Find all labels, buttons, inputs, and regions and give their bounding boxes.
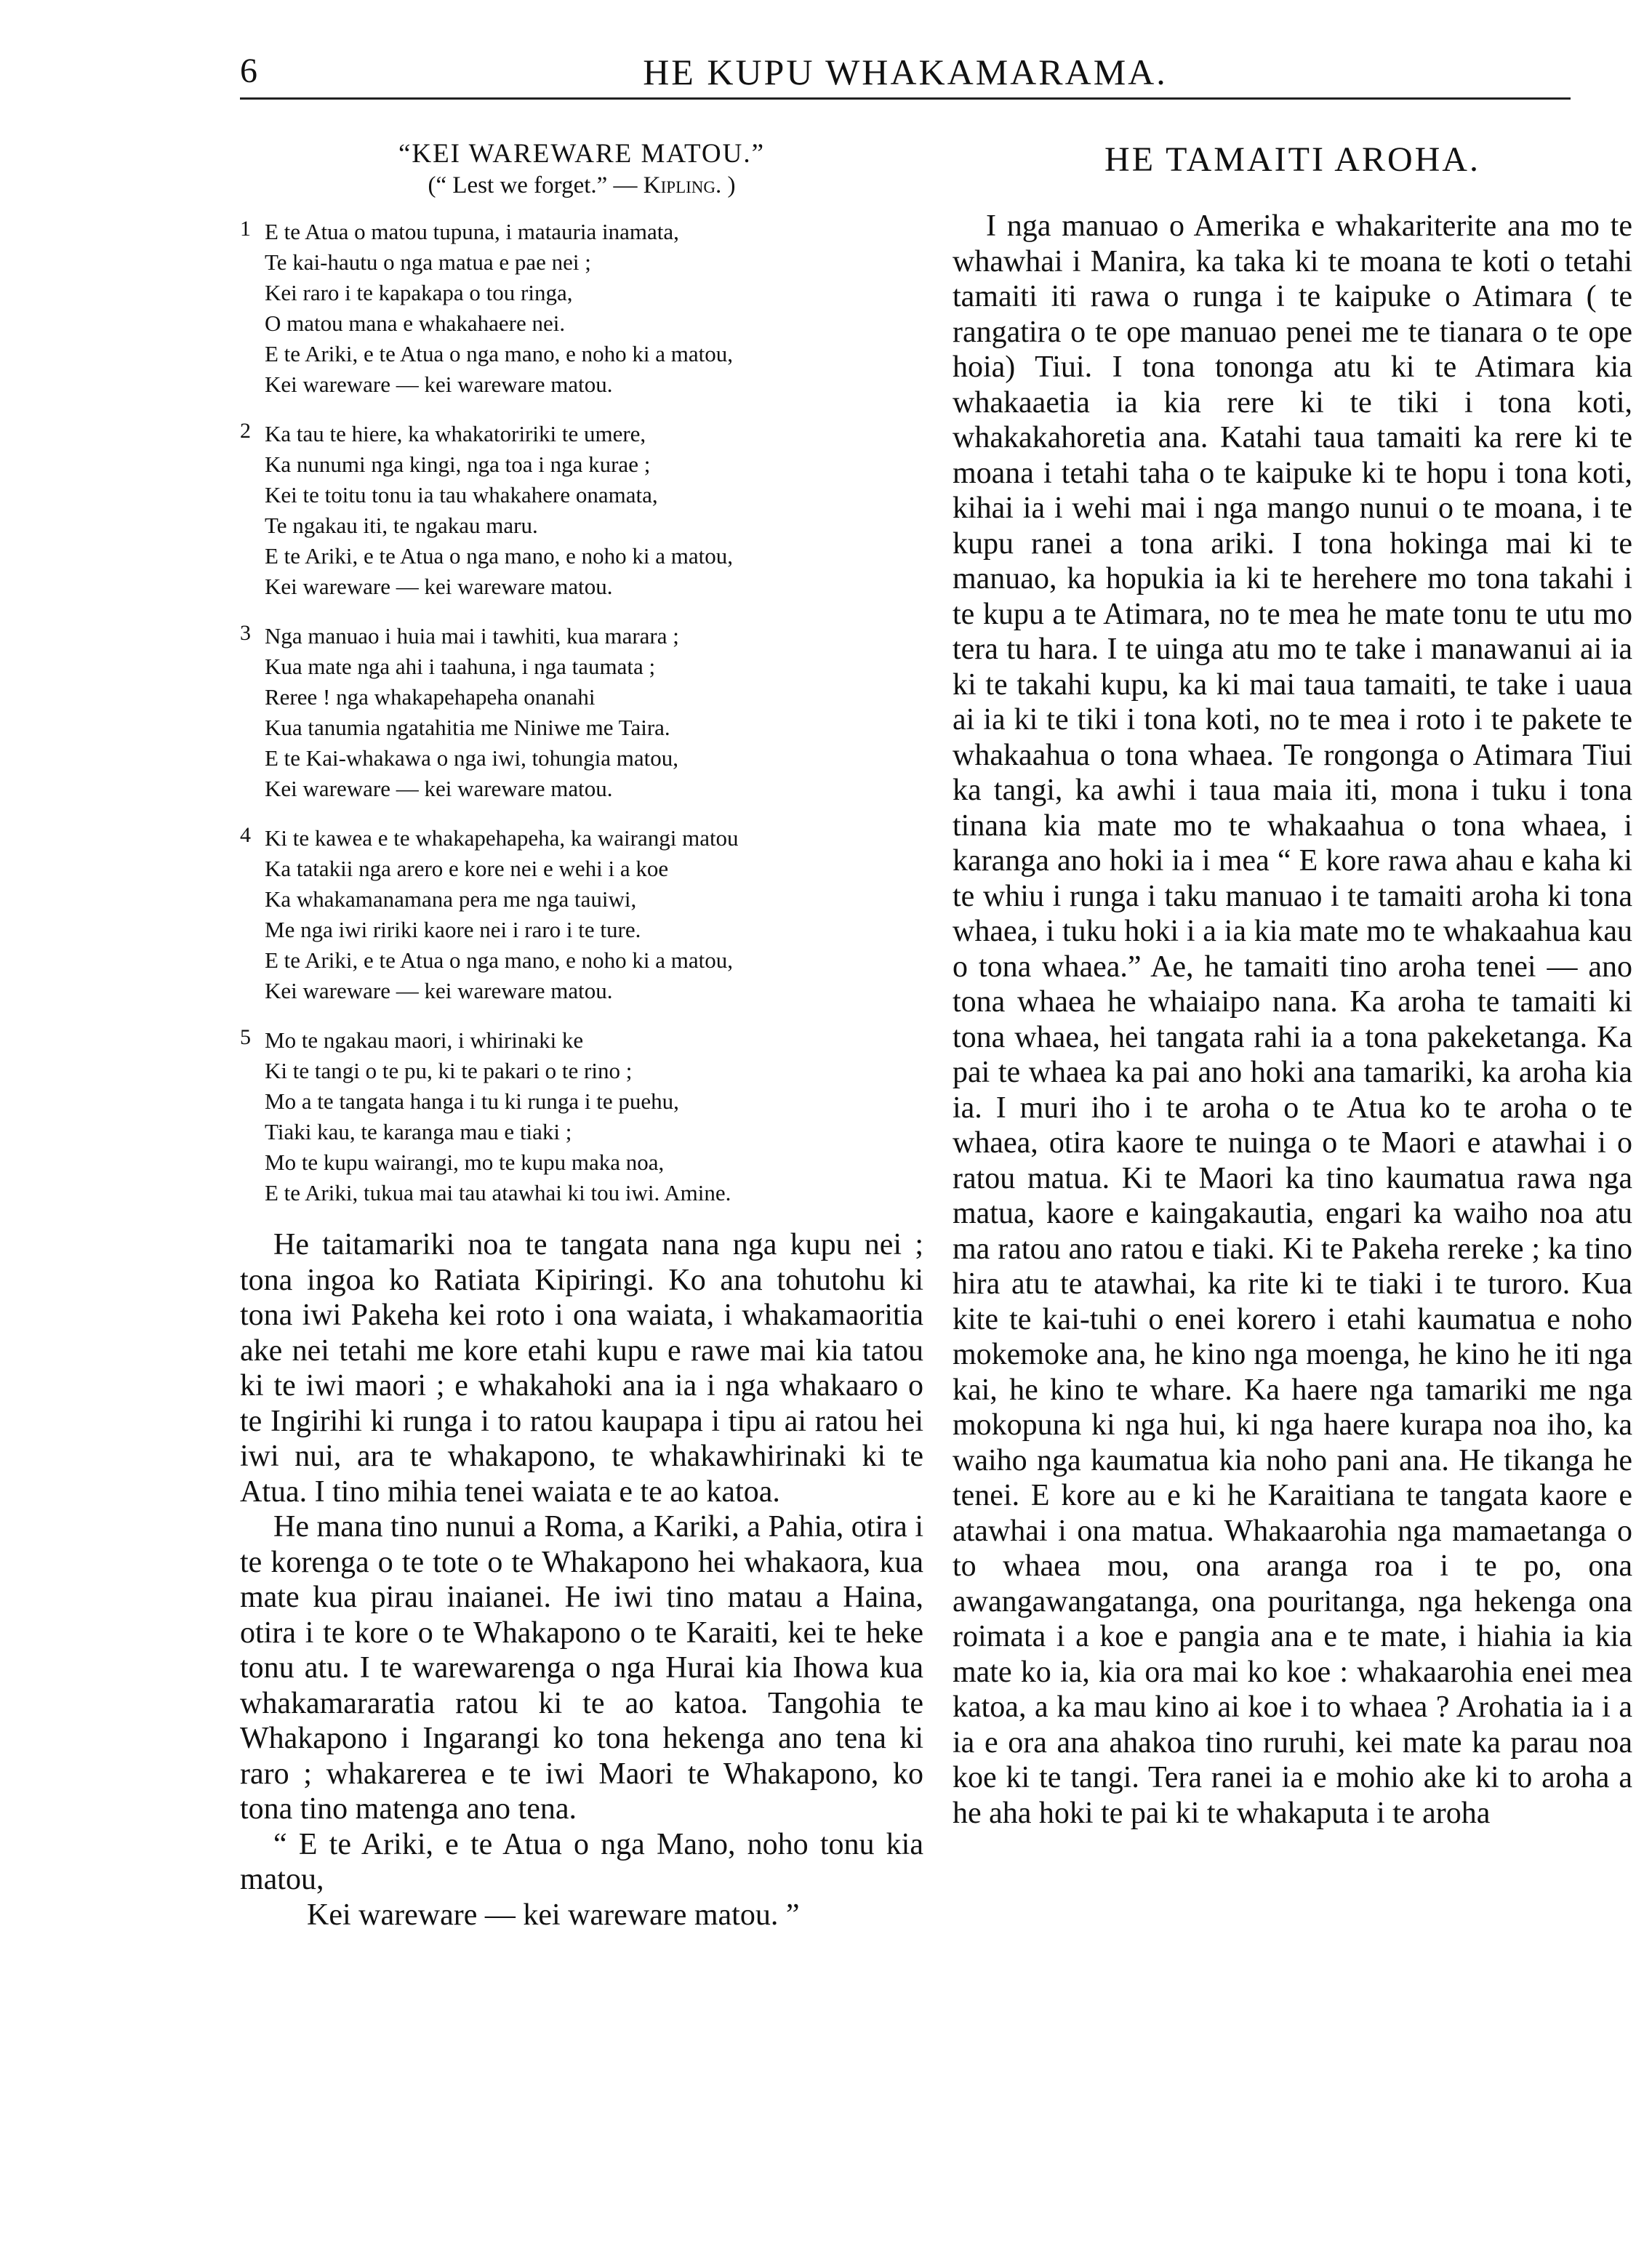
verse-line: Kei raro i te kapakapa o tou ringa, bbox=[265, 280, 573, 305]
page-header bbox=[240, 51, 1571, 102]
stanza-number: 2 bbox=[240, 419, 251, 443]
verse-line: Kei wareware — kei wareware matou. bbox=[265, 776, 613, 801]
verse-line: Ki te tangi o te pu, ki te pakari o te rino ; bbox=[265, 1058, 633, 1083]
poem-stanza bbox=[240, 419, 923, 602]
subtitle-post: . ) bbox=[715, 172, 736, 198]
left-paragraph-2: He mana tino nunui a Roma, a Kariki, a Pahia, otira i te korenga o te tote o te Whakapono hei whakaora, kua mate kua pirau inaianei. He iwi tino matau a Haina, otira i te kore o te Whakapono o te Karaiti, kei te heke tonu atu. I te warewarenga o nga Hurai kia Ihowa kua whakamararatia ratou ki te ao katoa. Tangohia te Whakapono i Ingarangi ko tona hekenga ano tena ki raro ; whakarerea e te iwi Maori te Whakapono, ko tona tino matenga ano tena. bbox=[240, 1510, 923, 1826]
verse-line: Ka tau te hiere, ka whakatoririki te umere, bbox=[265, 421, 646, 446]
right-column bbox=[953, 131, 1632, 1831]
verse-line: O matou mana e whakahaere nei. bbox=[265, 310, 566, 336]
verse-line: Mo te ngakau maori, i whirinaki ke bbox=[265, 1027, 584, 1053]
closing-quote-line-2: Kei wareware — kei wareware matou. ” bbox=[307, 1898, 800, 1932]
verse-line: Kei wareware — kei wareware matou. bbox=[265, 978, 613, 1003]
verse-line: E te Kai-whakawa o nga iwi, tohungia matou, bbox=[265, 745, 679, 771]
poem-stanzas bbox=[240, 217, 923, 1208]
verse-line: Tiaki kau, te karanga mau e tiaki ; bbox=[265, 1119, 572, 1144]
stanza-number: 4 bbox=[240, 823, 251, 847]
right-paragraph: I nga manuao o Amerika e whakariterite ana mo te whawhai i Manira, ka taka ki te moana te koti o tetahi tamaiti iti rawa o runga i te kaipuke o Atimara ( te rangatira o te ope manuao penei me te tianara o te ope hoia) Tiui. I tona tononga atu ki te Atimara kia whakaaetia ia kia rere ki te tiki i tona koti, whakakahoretia ana. Katahi taua tamaiti ka rere ki te moana i tetahi taha o te kaipuke ki te hopu i tona koti, kihai ia i wehi mai i nga mango nunui o te moana, i te kupu ranei a tona ariki. I tona hokinga mai ki te manuao, ka hopukia ia ki te herehere mo tona takahi i te kupu a te Atimara, no te mea he mate tonu te utu mo tera tu hara. I te uinga atu mo te take i manawanui ai ia ki te takahi kupu, ka ki mai taua tamaiti, te take i uaua ai ia ki te tiki i tona koti, no te mea i roto i te pakete te whakaahua o tona whaea. Te rongonga o Atimara Tiui ka tangi, ka awhi i taua maia iti, mona i tuku i tona tinana kia mate mo te whakaahua o tona whaea, i karanga ano hoki ia i mea “ E kore rawa ahau e kaha ki te whiu i runga i taku manuao i te tamaiti aroha ki tona whaea, i tuku hoki i a ia kia mate mo te whakaahua kau o tona whaea.” Ae, he tamaiti tino aroha tenei — ano tona whaea he whaiaipo nana. Ka aroha te tamaiti ki tona whaea, hei tangata rahi ia a tona pakeketanga. Ka pai te whaea ka pai ano hoki ana tamariki, ka aroha kia ia. I muri iho i te aroha o te Atua ko te aroha o te whaea, otira kaore te nuinga o te Maori e atawhai i o ratou matua. Ki te Maori ka tino kaumatua rawa nga matua, kaore e kaingakautia, engari ka waiho noa atu ma ratou ano ratou e tiaki. Ki te Pakeha rereke ; ka tino hira atu te atawhai, ka rite ki te tiaki i te turoro. Kua kite te kai-tuhi o enei korero i etahi kaumatua e noho mokemoke ana, he kino nga moenga, he kino he iti nga kai, he kino te whare. Ka haere nga tamariki me nga mokopuna ki nga hui, ki nga haere kurapa noa iho, ka waiho nga kaumatua kia noho pani ana. He tikanga he tenei. E kore au e ki he Karaitiana te tangata kaore e atawhai i ona matua. Whakaarohia nga mamaetanga o to whaea mou, ona aranga roa i te po, ona awangawangatanga, ona pouritanga, nga hekenga ona roimata i a koe e pangia ana e te mate, i hiahia ia kia mate ko ia, kia ora mai ko koe : whakaarohia enei mea katoa, a ka mau kino ai koe i to whaea ? Arohatia ia i a ia e ora ana ahakoa tino ruruhi, kei mate ka parau noa koe ki te tangi. Tera ranei ia e mohio ake ki to aroha a he aha hoki te pai ki te whakaputa i te aroha bbox=[953, 209, 1632, 1830]
verse-line: E te Ariki, e te Atua o nga mano, e noho ki a matou, bbox=[265, 543, 733, 569]
verse-line: Me nga iwi ririki kaore nei i raro i te ture. bbox=[265, 917, 641, 942]
stanza-number: 5 bbox=[240, 1025, 251, 1049]
verse-line: Kua mate nga ahi i taahuna, i nga taumata ; bbox=[265, 654, 656, 679]
verse-line: Nga manuao i huia mai i tawhiti, kua marara ; bbox=[265, 623, 679, 649]
verse-line: Kua tanumia ngatahitia me Niniwe me Taira. bbox=[265, 715, 670, 740]
verse-line: Reree ! nga whakapehapeha onanahi bbox=[265, 684, 596, 710]
verse-line: E te Ariki, tukua mai tau atawhai ki tou iwi. Amine. bbox=[265, 1180, 731, 1205]
subtitle-pre: (“ Lest we forget.” — bbox=[428, 172, 643, 198]
subtitle-author: Kipling bbox=[643, 172, 715, 198]
poem-title: “KEI WAREWARE MATOU.” bbox=[398, 139, 766, 169]
verse-line: E te Ariki, e te Atua o nga mano, e noho ki a matou, bbox=[265, 947, 733, 973]
verse-line: Kei wareware — kei wareware matou. bbox=[265, 574, 613, 599]
verse-line: Te kai-hautu o nga matua e pae nei ; bbox=[265, 249, 591, 275]
closing-quote-line-1: “ E te Ariki, e te Atua o nga Mano, noho tonu kia matou, bbox=[240, 1827, 923, 1896]
running-head: HE KUPU WHAKAMARAMA. bbox=[643, 52, 1168, 92]
left-prose bbox=[240, 1227, 923, 1933]
verse-line: Ka whakamanamana pera me nga tauiwi, bbox=[265, 886, 637, 912]
poem-stanza bbox=[240, 823, 923, 1006]
left-paragraph-1: He taitamariki noa te tangata nana nga kupu nei ; tona ingoa ko Ratiata Kipiringi. Ko ana tohutohu ki tona iwi Pakeha kei roto i ona waiata, i whakamaoritia ake nei tetahi me kore etahi kupu e rawe mai kia tatou ki te iwi maori ; e whakahoki ana ia i nga whakaaro o te Ingirihi ki runga i to ratou kaupapa i tipu ai ratou hei iwi nui, ara te whakapono, te whakawhirinaki ki te Atua. I tino mihia tenei waiata e te ao katoa. bbox=[240, 1228, 923, 1509]
verse-line: E te Atua o matou tupuna, i matauria inamata, bbox=[265, 219, 679, 244]
verse-line: Mo te kupu wairangi, mo te kupu maka noa, bbox=[265, 1149, 665, 1175]
verse-line: Ki te kawea e te whakapehapeha, ka wairangi matou bbox=[265, 825, 739, 851]
poem-stanza bbox=[240, 621, 923, 804]
closing-quote bbox=[240, 1827, 923, 1933]
verse-line: Kei te toitu tonu ia tau whakahere onamata, bbox=[265, 482, 658, 507]
verse-line: Ka nunumi nga kingi, nga toa i nga kurae ; bbox=[265, 452, 651, 477]
section-title: HE TAMAITI AROHA. bbox=[1104, 140, 1480, 179]
stanza-number: 3 bbox=[240, 621, 251, 645]
page-number: 6 bbox=[240, 52, 257, 90]
verse-line: Te ngakau iti, te ngakau maru. bbox=[265, 513, 538, 538]
poem-stanza bbox=[240, 217, 923, 400]
verse-line: Mo a te tangata hanga i tu ki runga i te puehu, bbox=[265, 1088, 679, 1114]
verse-line: Kei wareware — kei wareware matou. bbox=[265, 372, 613, 397]
stanza-number: 1 bbox=[240, 217, 251, 241]
verse-line: E te Ariki, e te Atua o nga mano, e noho ki a matou, bbox=[265, 341, 733, 366]
poem-stanza bbox=[240, 1025, 923, 1208]
left-column bbox=[240, 131, 923, 1933]
header-rule bbox=[240, 97, 1571, 100]
right-prose bbox=[953, 209, 1632, 1831]
verse-line: Ka tatakii nga arero e kore nei e wehi i a koe bbox=[265, 856, 669, 881]
poem-subtitle bbox=[240, 172, 923, 199]
